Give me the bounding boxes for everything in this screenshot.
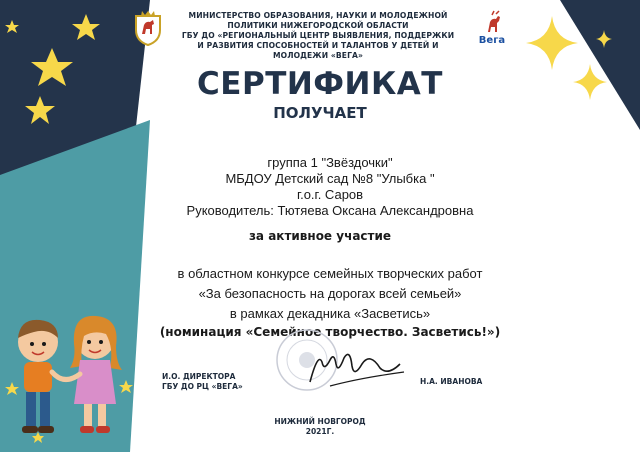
nomination: (номинация «Семейное творчество. Засветись!») xyxy=(159,325,501,339)
contest-description xyxy=(130,264,530,324)
contest-line: в рамках декадника «Засветись» xyxy=(229,306,431,321)
children-illustration xyxy=(0,300,140,452)
org-line: МОЛОДЕЖИ «ВЕГА» xyxy=(272,51,364,60)
signature-icon xyxy=(300,342,410,392)
sparkle-icon xyxy=(573,64,607,100)
vega-deer-logo-icon xyxy=(472,10,512,54)
org-line: МИНИСТЕРСТВО ОБРАЗОВАНИЯ, НАУКИ И МОЛОДЕЖНОЙ xyxy=(188,11,448,20)
city-line: НИЖНИЙ НОВГОРОД xyxy=(274,417,366,426)
nizhny-novgorod-coat-of-arms-icon xyxy=(133,10,163,46)
org-line: ПОЛИТИКИ НИЖЕГОРОДСКОЙ ОБЛАСТИ xyxy=(227,21,409,30)
recipient-block xyxy=(140,155,520,219)
signer-role xyxy=(162,372,272,392)
signer-role-line: ГБУ ДО РЦ «ВЕГА» xyxy=(162,382,243,391)
org-line: И РАЗВИТИЯ СПОСОБНОСТЕЙ И ТАЛАНТОВ У ДЕТЕЙ И xyxy=(197,41,439,50)
recipient-line: МБДОУ Детский сад №8 "Улыбка " xyxy=(225,171,435,186)
signer-name: Н.А. ИВАНОВА xyxy=(420,377,483,386)
recipient-line: Руководитель: Тютяева Оксана Александровна xyxy=(186,203,474,218)
certificate-subtitle: ПОЛУЧАЕТ xyxy=(273,104,367,122)
award-reason: за активное участие xyxy=(248,229,392,243)
contest-line: в областном конкурсе семейных творческих работ xyxy=(177,266,483,281)
vega-logo-text: Вега xyxy=(478,35,506,46)
city-year xyxy=(260,417,380,437)
year-line: 2021Г. xyxy=(305,427,335,436)
sparkle-icon xyxy=(526,16,578,70)
recipient-line: группа 1 "Звёздочки" xyxy=(267,155,393,170)
organization-header xyxy=(168,11,468,61)
signer-role-line: И.О. ДИРЕКТОРА xyxy=(162,372,236,381)
org-line: ГБУ ДО «РЕГИОНАЛЬНЫЙ ЦЕНТР ВЫЯВЛЕНИЯ, ПОДДЕРЖКИ xyxy=(181,31,455,40)
contest-line: «За безопасность на дорогах всей семьей» xyxy=(198,286,462,301)
certificate-title: СЕРТИФИКАТ xyxy=(197,66,443,102)
recipient-line: г.о.г. Саров xyxy=(296,187,364,202)
